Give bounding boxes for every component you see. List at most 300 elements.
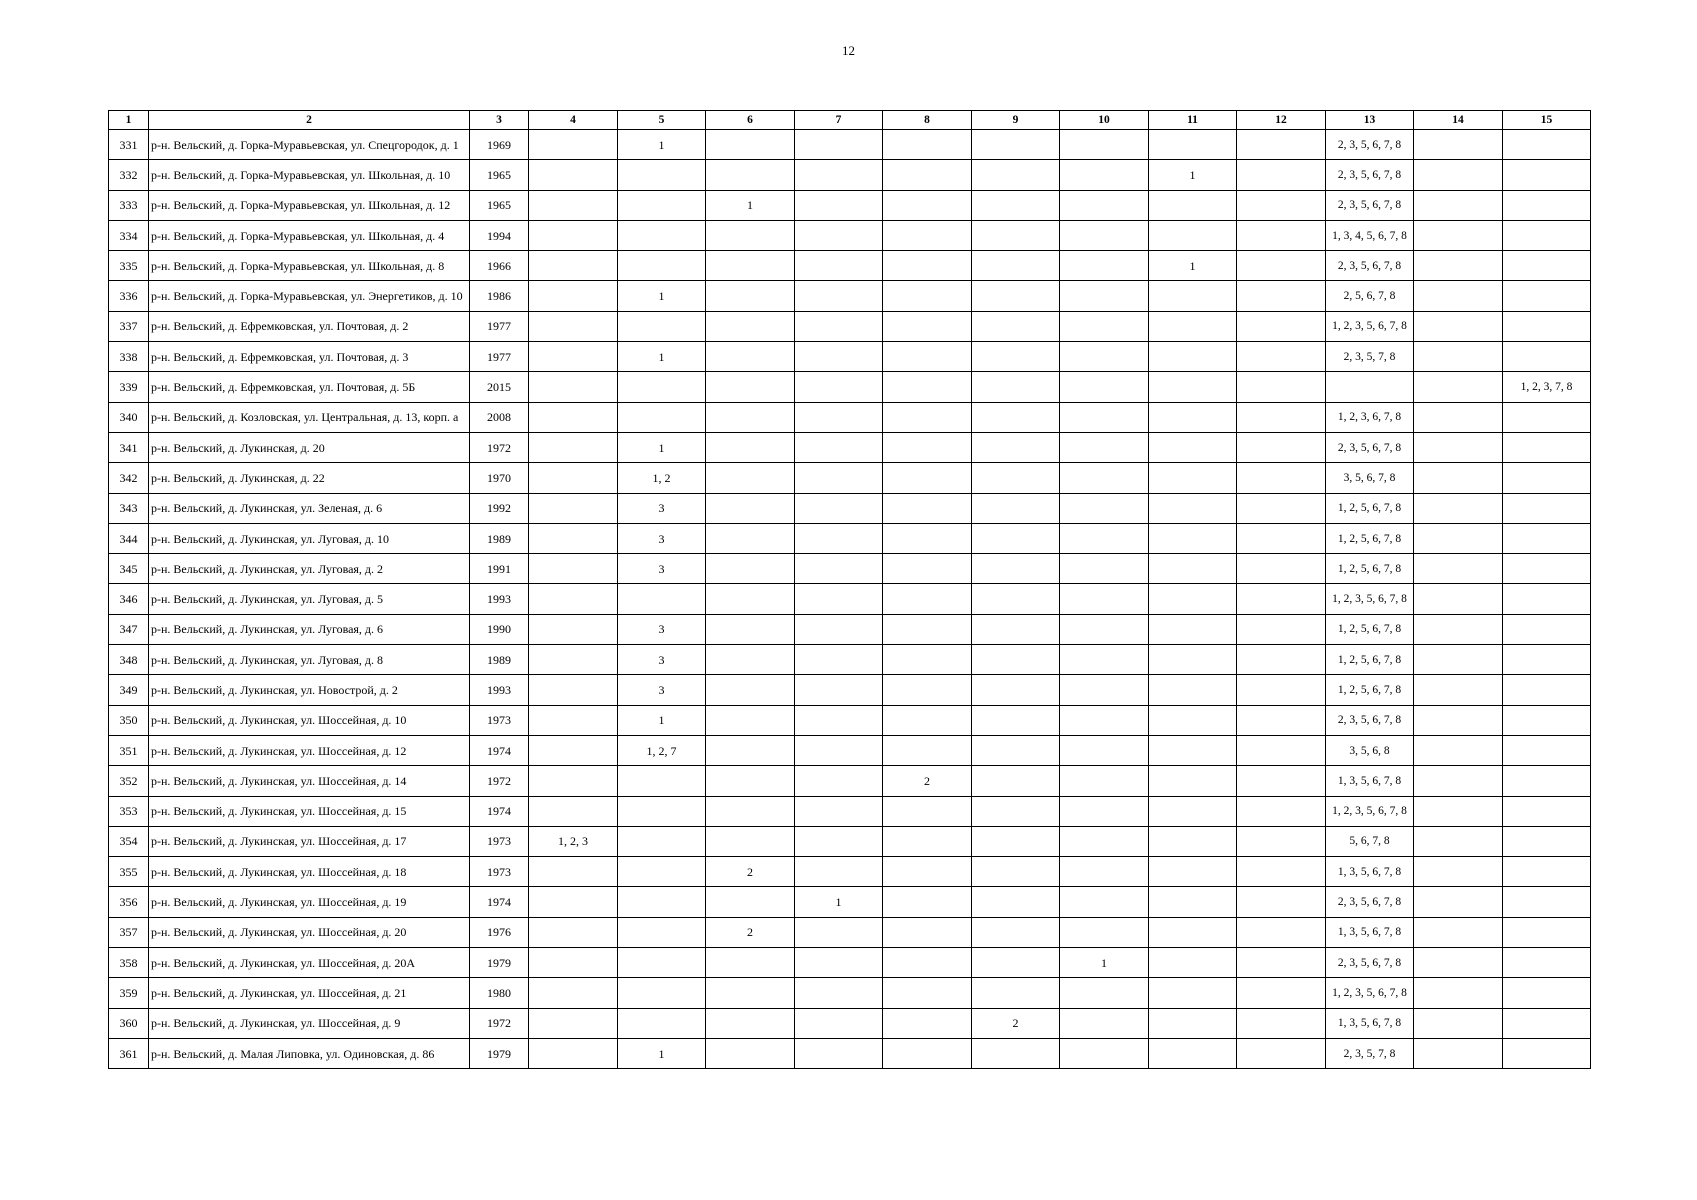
address-cell: р-н. Вельский, д. Лукинская, ул. Зеленая, д. 6 <box>149 493 470 523</box>
value-cell-c9 <box>972 735 1060 765</box>
value-cell-c10 <box>1060 311 1149 341</box>
value-cell-c12 <box>1237 705 1326 735</box>
value-cell-c11: 1 <box>1149 251 1237 281</box>
value-cell-c11 <box>1149 493 1237 523</box>
value-cell-c11 <box>1149 372 1237 402</box>
value-cell-c11 <box>1149 1008 1237 1038</box>
table-row <box>109 645 1591 675</box>
value-cell-c14 <box>1414 917 1503 947</box>
value-cell-c4 <box>529 948 618 978</box>
value-cell-c13: 1, 3, 5, 6, 7, 8 <box>1326 766 1414 796</box>
row-number-cell: 354 <box>109 826 149 856</box>
value-cell-c15 <box>1503 402 1591 432</box>
value-cell-c15 <box>1503 705 1591 735</box>
value-cell-c12 <box>1237 220 1326 250</box>
value-cell-c11 <box>1149 826 1237 856</box>
address-cell: р-н. Вельский, д. Ефремковская, ул. Почтовая, д. 2 <box>149 311 470 341</box>
value-cell-c8 <box>883 857 972 887</box>
row-number-cell: 346 <box>109 584 149 614</box>
value-cell-c7 <box>795 705 883 735</box>
address-cell: р-н. Вельский, д. Лукинская, ул. Луговая, д. 8 <box>149 645 470 675</box>
address-cell: р-н. Вельский, д. Лукинская, ул. Луговая, д. 5 <box>149 584 470 614</box>
address-cell: р-н. Вельский, д. Лукинская, ул. Шоссейная, д. 10 <box>149 705 470 735</box>
page-number: 12 <box>842 43 855 58</box>
value-cell-c6 <box>706 160 795 190</box>
row-number-cell: 352 <box>109 766 149 796</box>
value-cell-c9 <box>972 523 1060 553</box>
value-cell-c5: 3 <box>618 523 706 553</box>
value-cell-c5 <box>618 190 706 220</box>
table-row <box>109 493 1591 523</box>
value-cell-c10 <box>1060 705 1149 735</box>
value-cell-c8 <box>883 735 972 765</box>
value-cell-c6 <box>706 584 795 614</box>
table-row <box>109 190 1591 220</box>
value-cell-c9 <box>972 887 1060 917</box>
address-cell: р-н. Вельский, д. Ефремковская, ул. Почтовая, д. 3 <box>149 342 470 372</box>
value-cell-c15 <box>1503 675 1591 705</box>
row-number-cell: 335 <box>109 251 149 281</box>
value-cell-c15 <box>1503 130 1591 160</box>
value-cell-c9 <box>972 766 1060 796</box>
value-cell-c13: 1, 2, 3, 5, 6, 7, 8 <box>1326 311 1414 341</box>
value-cell-c7 <box>795 917 883 947</box>
value-cell-c12 <box>1237 948 1326 978</box>
value-cell-c4 <box>529 796 618 826</box>
value-cell-c13: 2, 3, 5, 6, 7, 8 <box>1326 948 1414 978</box>
value-cell-c7 <box>795 432 883 462</box>
row-number-cell: 355 <box>109 857 149 887</box>
value-cell-c5 <box>618 311 706 341</box>
value-cell-c12 <box>1237 160 1326 190</box>
value-cell-c5 <box>618 857 706 887</box>
value-cell-c7 <box>795 463 883 493</box>
value-cell-c9 <box>972 130 1060 160</box>
table-row <box>109 463 1591 493</box>
value-cell-c12 <box>1237 645 1326 675</box>
address-cell: р-н. Вельский, д. Лукинская, ул. Луговая, д. 2 <box>149 554 470 584</box>
value-cell-c12 <box>1237 1008 1326 1038</box>
table-row <box>109 766 1591 796</box>
value-cell-c5: 1 <box>618 281 706 311</box>
value-cell-c14 <box>1414 1008 1503 1038</box>
value-cell-c13: 2, 3, 5, 6, 7, 8 <box>1326 432 1414 462</box>
value-cell-c6 <box>706 887 795 917</box>
value-cell-c4 <box>529 342 618 372</box>
column-header-4: 4 <box>529 111 618 130</box>
value-cell-c6 <box>706 130 795 160</box>
value-cell-c13: 2, 3, 5, 6, 7, 8 <box>1326 887 1414 917</box>
value-cell-c9 <box>972 402 1060 432</box>
column-header-15: 15 <box>1503 111 1591 130</box>
column-header-7: 7 <box>795 111 883 130</box>
value-cell-c5: 3 <box>618 493 706 523</box>
table-row <box>109 917 1591 947</box>
table-row <box>109 857 1591 887</box>
value-cell-c5 <box>618 1008 706 1038</box>
value-cell-c4 <box>529 614 618 644</box>
year-cell: 1986 <box>470 281 529 311</box>
row-number-cell: 342 <box>109 463 149 493</box>
value-cell-c10: 1 <box>1060 948 1149 978</box>
address-cell: р-н. Вельский, д. Лукинская, ул. Шоссейная, д. 12 <box>149 735 470 765</box>
value-cell-c15 <box>1503 826 1591 856</box>
value-cell-c13: 1, 2, 3, 5, 6, 7, 8 <box>1326 978 1414 1008</box>
value-cell-c11 <box>1149 402 1237 432</box>
value-cell-c10 <box>1060 796 1149 826</box>
value-cell-c7 <box>795 766 883 796</box>
value-cell-c7 <box>795 826 883 856</box>
value-cell-c7 <box>795 675 883 705</box>
data-table <box>108 110 1591 1069</box>
year-cell: 1990 <box>470 614 529 644</box>
value-cell-c14 <box>1414 190 1503 220</box>
row-number-cell: 339 <box>109 372 149 402</box>
value-cell-c7 <box>795 948 883 978</box>
value-cell-c15 <box>1503 190 1591 220</box>
value-cell-c10 <box>1060 281 1149 311</box>
value-cell-c4 <box>529 645 618 675</box>
value-cell-c9 <box>972 857 1060 887</box>
value-cell-c7 <box>795 523 883 553</box>
address-cell: р-н. Вельский, д. Лукинская, д. 22 <box>149 463 470 493</box>
value-cell-c14 <box>1414 948 1503 978</box>
value-cell-c12 <box>1237 130 1326 160</box>
value-cell-c8 <box>883 554 972 584</box>
table-row <box>109 1008 1591 1038</box>
value-cell-c4 <box>529 584 618 614</box>
row-number-cell: 331 <box>109 130 149 160</box>
value-cell-c14 <box>1414 826 1503 856</box>
value-cell-c14 <box>1414 251 1503 281</box>
value-cell-c6 <box>706 402 795 432</box>
value-cell-c9 <box>972 978 1060 1008</box>
value-cell-c15 <box>1503 857 1591 887</box>
value-cell-c12 <box>1237 251 1326 281</box>
value-cell-c6 <box>706 342 795 372</box>
value-cell-c6 <box>706 251 795 281</box>
year-cell: 1992 <box>470 493 529 523</box>
address-cell: р-н. Вельский, д. Горка-Муравьевская, ул. Спецгородок, д. 1 <box>149 130 470 160</box>
value-cell-c13: 1, 3, 5, 6, 7, 8 <box>1326 857 1414 887</box>
value-cell-c8 <box>883 160 972 190</box>
value-cell-c10 <box>1060 493 1149 523</box>
value-cell-c11 <box>1149 917 1237 947</box>
column-header-6: 6 <box>706 111 795 130</box>
value-cell-c6 <box>706 1008 795 1038</box>
address-cell: р-н. Вельский, д. Лукинская, ул. Шоссейная, д. 20 <box>149 917 470 947</box>
value-cell-c14 <box>1414 675 1503 705</box>
value-cell-c7 <box>795 857 883 887</box>
value-cell-c10 <box>1060 917 1149 947</box>
row-number-cell: 343 <box>109 493 149 523</box>
value-cell-c9: 2 <box>972 1008 1060 1038</box>
address-cell: р-н. Вельский, д. Лукинская, ул. Шоссейная, д. 9 <box>149 1008 470 1038</box>
value-cell-c6 <box>706 796 795 826</box>
value-cell-c14 <box>1414 463 1503 493</box>
value-cell-c8 <box>883 1008 972 1038</box>
column-header-1: 1 <box>109 111 149 130</box>
value-cell-c10 <box>1060 342 1149 372</box>
value-cell-c4 <box>529 160 618 190</box>
value-cell-c9 <box>972 917 1060 947</box>
table-row <box>109 342 1591 372</box>
value-cell-c8 <box>883 523 972 553</box>
address-cell: р-н. Вельский, д. Козловская, ул. Центральная, д. 13, корп. а <box>149 402 470 432</box>
value-cell-c14 <box>1414 160 1503 190</box>
value-cell-c8 <box>883 826 972 856</box>
value-cell-c12 <box>1237 281 1326 311</box>
value-cell-c11 <box>1149 614 1237 644</box>
value-cell-c12 <box>1237 432 1326 462</box>
value-cell-c11 <box>1149 887 1237 917</box>
value-cell-c15 <box>1503 523 1591 553</box>
value-cell-c15 <box>1503 554 1591 584</box>
value-cell-c8 <box>883 675 972 705</box>
value-cell-c4 <box>529 1038 618 1068</box>
value-cell-c6 <box>706 766 795 796</box>
row-number-cell: 334 <box>109 220 149 250</box>
table-row <box>109 948 1591 978</box>
row-number-cell: 332 <box>109 160 149 190</box>
value-cell-c12 <box>1237 735 1326 765</box>
value-cell-c10 <box>1060 554 1149 584</box>
value-cell-c12 <box>1237 402 1326 432</box>
row-number-cell: 347 <box>109 614 149 644</box>
value-cell-c11 <box>1149 705 1237 735</box>
value-cell-c11 <box>1149 675 1237 705</box>
value-cell-c9 <box>972 432 1060 462</box>
value-cell-c13: 2, 3, 5, 6, 7, 8 <box>1326 130 1414 160</box>
value-cell-c12 <box>1237 796 1326 826</box>
address-cell: р-н. Вельский, д. Лукинская, ул. Новострой, д. 2 <box>149 675 470 705</box>
value-cell-c10 <box>1060 887 1149 917</box>
value-cell-c13: 2, 3, 5, 6, 7, 8 <box>1326 705 1414 735</box>
value-cell-c6 <box>706 705 795 735</box>
value-cell-c13: 2, 3, 5, 6, 7, 8 <box>1326 251 1414 281</box>
table-row <box>109 705 1591 735</box>
value-cell-c13: 1, 2, 5, 6, 7, 8 <box>1326 614 1414 644</box>
address-cell: р-н. Вельский, д. Ефремковская, ул. Почтовая, д. 5Б <box>149 372 470 402</box>
value-cell-c5: 3 <box>618 554 706 584</box>
column-header-8: 8 <box>883 111 972 130</box>
value-cell-c8 <box>883 402 972 432</box>
value-cell-c13: 2, 3, 5, 7, 8 <box>1326 1038 1414 1068</box>
value-cell-c14 <box>1414 1038 1503 1068</box>
value-cell-c15 <box>1503 917 1591 947</box>
value-cell-c4 <box>529 978 618 1008</box>
value-cell-c7: 1 <box>795 887 883 917</box>
table-body <box>109 130 1591 1069</box>
value-cell-c8 <box>883 645 972 675</box>
value-cell-c8 <box>883 432 972 462</box>
year-cell: 1973 <box>470 826 529 856</box>
value-cell-c13: 2, 3, 5, 6, 7, 8 <box>1326 190 1414 220</box>
table-row <box>109 160 1591 190</box>
value-cell-c14 <box>1414 735 1503 765</box>
row-number-cell: 359 <box>109 978 149 1008</box>
value-cell-c15 <box>1503 645 1591 675</box>
value-cell-c8 <box>883 281 972 311</box>
column-header-9: 9 <box>972 111 1060 130</box>
table-row <box>109 130 1591 160</box>
table-row <box>109 220 1591 250</box>
value-cell-c10 <box>1060 1038 1149 1068</box>
value-cell-c5 <box>618 251 706 281</box>
address-cell: р-н. Вельский, д. Лукинская, ул. Шоссейная, д. 20А <box>149 948 470 978</box>
value-cell-c5: 3 <box>618 614 706 644</box>
value-cell-c13 <box>1326 372 1414 402</box>
value-cell-c8 <box>883 251 972 281</box>
value-cell-c13: 2, 5, 6, 7, 8 <box>1326 281 1414 311</box>
value-cell-c4 <box>529 432 618 462</box>
row-number-cell: 344 <box>109 523 149 553</box>
address-cell: р-н. Вельский, д. Горка-Муравьевская, ул. Школьная, д. 8 <box>149 251 470 281</box>
value-cell-c10 <box>1060 372 1149 402</box>
value-cell-c8 <box>883 978 972 1008</box>
year-cell: 1977 <box>470 311 529 341</box>
value-cell-c14 <box>1414 281 1503 311</box>
value-cell-c5: 1, 2 <box>618 463 706 493</box>
value-cell-c10 <box>1060 735 1149 765</box>
value-cell-c15 <box>1503 463 1591 493</box>
row-number-cell: 340 <box>109 402 149 432</box>
value-cell-c4 <box>529 735 618 765</box>
year-cell: 1974 <box>470 887 529 917</box>
value-cell-c13: 1, 2, 3, 5, 6, 7, 8 <box>1326 584 1414 614</box>
value-cell-c6 <box>706 463 795 493</box>
value-cell-c12 <box>1237 826 1326 856</box>
value-cell-c15 <box>1503 311 1591 341</box>
row-number-cell: 360 <box>109 1008 149 1038</box>
value-cell-c10 <box>1060 432 1149 462</box>
value-cell-c8 <box>883 705 972 735</box>
column-header-14: 14 <box>1414 111 1503 130</box>
value-cell-c9 <box>972 675 1060 705</box>
value-cell-c10 <box>1060 645 1149 675</box>
value-cell-c9 <box>972 796 1060 826</box>
value-cell-c5: 1 <box>618 705 706 735</box>
value-cell-c6 <box>706 372 795 402</box>
value-cell-c12 <box>1237 190 1326 220</box>
year-cell: 1970 <box>470 463 529 493</box>
value-cell-c4 <box>529 523 618 553</box>
value-cell-c14 <box>1414 887 1503 917</box>
value-cell-c7 <box>795 978 883 1008</box>
column-header-10: 10 <box>1060 111 1149 130</box>
row-number-cell: 348 <box>109 645 149 675</box>
value-cell-c9 <box>972 190 1060 220</box>
value-cell-c9 <box>972 463 1060 493</box>
value-cell-c6 <box>706 1038 795 1068</box>
value-cell-c11 <box>1149 978 1237 1008</box>
value-cell-c8 <box>883 948 972 978</box>
table-row <box>109 614 1591 644</box>
value-cell-c10 <box>1060 402 1149 432</box>
year-cell: 1965 <box>470 160 529 190</box>
value-cell-c14 <box>1414 766 1503 796</box>
table-row <box>109 584 1591 614</box>
value-cell-c11 <box>1149 342 1237 372</box>
value-cell-c12 <box>1237 887 1326 917</box>
value-cell-c4 <box>529 372 618 402</box>
value-cell-c7 <box>795 281 883 311</box>
value-cell-c14 <box>1414 402 1503 432</box>
value-cell-c6 <box>706 432 795 462</box>
value-cell-c5: 1 <box>618 342 706 372</box>
table-row <box>109 281 1591 311</box>
value-cell-c14 <box>1414 614 1503 644</box>
value-cell-c13: 2, 3, 5, 6, 7, 8 <box>1326 160 1414 190</box>
table-row <box>109 1038 1591 1068</box>
value-cell-c7 <box>795 1008 883 1038</box>
value-cell-c4 <box>529 887 618 917</box>
value-cell-c9 <box>972 826 1060 856</box>
value-cell-c5 <box>618 220 706 250</box>
value-cell-c12 <box>1237 523 1326 553</box>
value-cell-c6 <box>706 675 795 705</box>
value-cell-c7 <box>795 645 883 675</box>
value-cell-c7 <box>795 402 883 432</box>
value-cell-c8 <box>883 1038 972 1068</box>
table-row <box>109 675 1591 705</box>
value-cell-c6 <box>706 826 795 856</box>
year-cell: 1973 <box>470 705 529 735</box>
address-cell: р-н. Вельский, д. Лукинская, д. 20 <box>149 432 470 462</box>
value-cell-c13: 1, 2, 5, 6, 7, 8 <box>1326 645 1414 675</box>
address-cell: р-н. Вельский, д. Лукинская, ул. Шоссейная, д. 19 <box>149 887 470 917</box>
value-cell-c5: 3 <box>618 675 706 705</box>
value-cell-c11 <box>1149 281 1237 311</box>
table-row <box>109 887 1591 917</box>
value-cell-c6 <box>706 645 795 675</box>
value-cell-c4 <box>529 220 618 250</box>
value-cell-c4 <box>529 190 618 220</box>
value-cell-c8 <box>883 584 972 614</box>
table-row <box>109 796 1591 826</box>
value-cell-c12 <box>1237 554 1326 584</box>
table-row <box>109 251 1591 281</box>
value-cell-c8 <box>883 614 972 644</box>
value-cell-c10 <box>1060 251 1149 281</box>
value-cell-c8 <box>883 372 972 402</box>
value-cell-c11: 1 <box>1149 160 1237 190</box>
value-cell-c5 <box>618 978 706 1008</box>
value-cell-c6: 2 <box>706 917 795 947</box>
table-row <box>109 523 1591 553</box>
value-cell-c11 <box>1149 948 1237 978</box>
value-cell-c4 <box>529 917 618 947</box>
value-cell-c10 <box>1060 857 1149 887</box>
value-cell-c7 <box>795 251 883 281</box>
value-cell-c12 <box>1237 342 1326 372</box>
year-cell: 1966 <box>470 251 529 281</box>
value-cell-c11 <box>1149 311 1237 341</box>
value-cell-c8 <box>883 463 972 493</box>
value-cell-c11 <box>1149 857 1237 887</box>
table-row <box>109 554 1591 584</box>
column-header-11: 11 <box>1149 111 1237 130</box>
value-cell-c13: 1, 2, 3, 5, 6, 7, 8 <box>1326 796 1414 826</box>
value-cell-c6 <box>706 735 795 765</box>
value-cell-c15 <box>1503 493 1591 523</box>
value-cell-c7 <box>795 372 883 402</box>
value-cell-c9 <box>972 251 1060 281</box>
address-cell: р-н. Вельский, д. Лукинская, ул. Шоссейная, д. 21 <box>149 978 470 1008</box>
value-cell-c12 <box>1237 584 1326 614</box>
value-cell-c9 <box>972 554 1060 584</box>
value-cell-c8 <box>883 220 972 250</box>
